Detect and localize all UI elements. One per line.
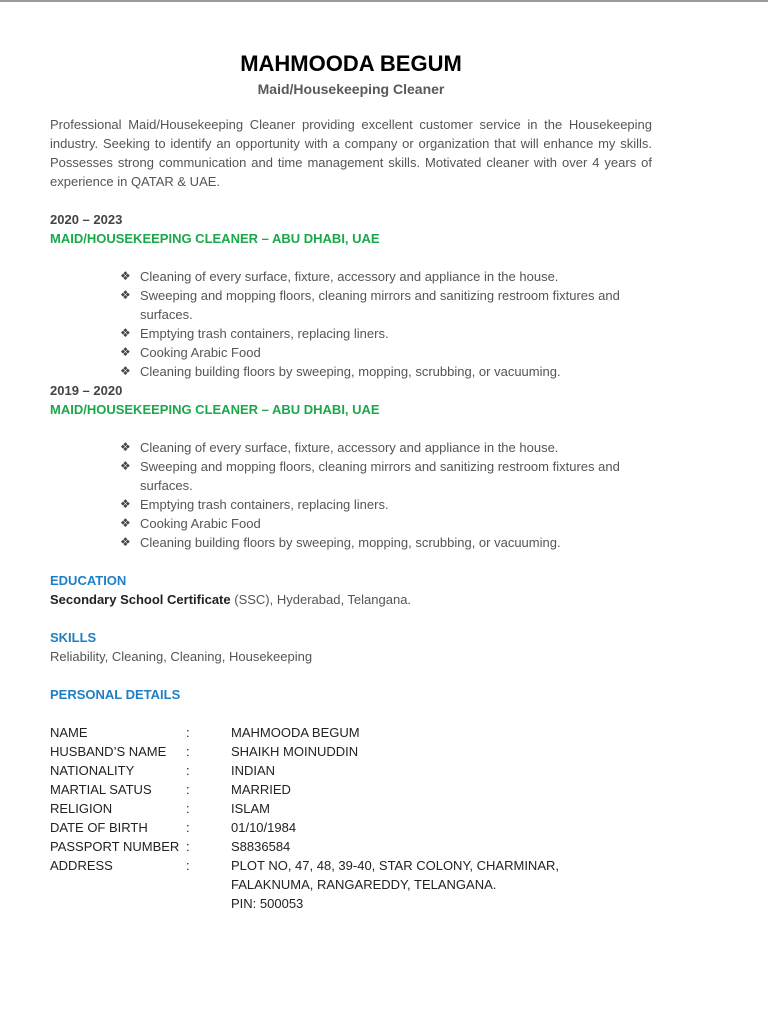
detail-separator: : xyxy=(186,782,190,797)
detail-row xyxy=(50,723,559,742)
detail-row xyxy=(50,761,559,780)
address-value xyxy=(231,856,559,913)
detail-label: NAME xyxy=(50,725,88,740)
duty-item: ❖ Emptying trash containers, replacing liners. xyxy=(120,497,389,512)
skills-section xyxy=(50,628,652,666)
detail-row xyxy=(50,837,559,856)
detail-separator: : xyxy=(186,725,190,740)
skills-text: Reliability, Cleaning, Cleaning, Housekeeping xyxy=(50,649,313,664)
diamond-bullet-icon: ❖ xyxy=(120,288,131,302)
address-line: FALAKNUMA, RANGAREDDY, TELANGANA. xyxy=(231,877,497,892)
experience-role: MAID/HOUSEKEEPING CLEANER – ABU DHABI, UAE xyxy=(50,231,380,246)
duty-item: ❖ Cooking Arabic Food xyxy=(120,516,261,531)
skills-heading: SKILLS xyxy=(50,630,97,645)
page-top-border xyxy=(0,0,768,2)
duty-item: ❖ Sweeping and mopping floors, cleaning mirrors and sanitizing restroom fixtures and surfaces. xyxy=(120,288,620,322)
detail-label: ADDRESS xyxy=(50,858,113,873)
detail-row xyxy=(50,818,559,837)
education-heading: EDUCATION xyxy=(50,573,127,588)
experience-period: 2020 – 2023 xyxy=(50,212,123,227)
experience-role: MAID/HOUSEKEEPING CLEANER – ABU DHABI, UAE xyxy=(50,402,380,417)
duty-item: ❖ Cooking Arabic Food xyxy=(120,345,261,360)
duties-list xyxy=(50,267,652,381)
diamond-bullet-icon: ❖ xyxy=(120,326,131,340)
diamond-bullet-icon: ❖ xyxy=(120,535,131,549)
diamond-bullet-icon: ❖ xyxy=(120,497,131,511)
duty-item: ❖ Cleaning building floors by sweeping, mopping, scrubbing, or vacuuming. xyxy=(120,364,561,379)
duty-item: ❖ Cleaning building floors by sweeping, mopping, scrubbing, or vacuuming. xyxy=(120,535,561,550)
diamond-bullet-icon: ❖ xyxy=(120,269,131,283)
diamond-bullet-icon: ❖ xyxy=(120,516,131,530)
diamond-bullet-icon: ❖ xyxy=(120,459,131,473)
professional-summary: Professional Maid/Housekeeping Cleaner providing excellent customer service in the Housekeeping industry. Seeking to identify an opportunity with a company or organization that will enhance my skills. Possesses strong communication and time management skills. Motivated cleaner with over 4 years of experience in QATAR & UAE. xyxy=(50,117,652,189)
detail-label: NATIONALITY xyxy=(50,763,135,778)
education-section xyxy=(50,571,652,609)
duty-item: ❖ Emptying trash containers, replacing liners. xyxy=(120,326,389,341)
detail-label: RELIGION xyxy=(50,801,113,816)
detail-label: MARTIAL SATUS xyxy=(50,782,152,797)
detail-label: PASSPORT NUMBER xyxy=(50,839,180,854)
detail-separator: : xyxy=(186,763,190,778)
detail-separator: : xyxy=(186,839,190,854)
detail-value: S8836584 xyxy=(231,839,291,854)
certificate-details: (SSC), Hyderabad, Telangana. xyxy=(230,592,412,607)
detail-label: DATE OF BIRTH xyxy=(50,820,148,835)
duty-item: ❖ Cleaning of every surface, fixture, accessory and appliance in the house. xyxy=(120,440,559,455)
experience-period: 2019 – 2020 xyxy=(50,383,123,398)
candidate-name: MAHMOODA BEGUM xyxy=(240,51,462,76)
detail-row xyxy=(50,799,559,818)
resume-page xyxy=(50,50,652,913)
detail-row xyxy=(50,856,559,913)
detail-value: MARRIED xyxy=(231,782,291,797)
detail-value: INDIAN xyxy=(231,763,276,778)
detail-row xyxy=(50,780,559,799)
personal-details-table xyxy=(50,723,559,913)
detail-value: MAHMOODA BEGUM xyxy=(231,725,360,740)
address-line: PLOT NO, 47, 48, 39-40, STAR COLONY, CHARMINAR, xyxy=(231,858,559,873)
duty-item: ❖ Cleaning of every surface, fixture, accessory and appliance in the house. xyxy=(120,269,559,284)
personal-details-heading: PERSONAL DETAILS xyxy=(50,687,181,702)
detail-label: HUSBAND’S NAME xyxy=(50,744,167,759)
detail-value: SHAIKH MOINUDDIN xyxy=(231,744,359,759)
education-line xyxy=(50,590,652,609)
detail-separator: : xyxy=(186,820,190,835)
diamond-bullet-icon: ❖ xyxy=(120,440,131,454)
detail-separator: : xyxy=(186,858,190,873)
certificate-name: Secondary School Certificate xyxy=(50,592,231,607)
diamond-bullet-icon: ❖ xyxy=(120,364,131,378)
detail-value: 01/10/1984 xyxy=(231,820,297,835)
experience-entry xyxy=(50,381,652,552)
detail-separator: : xyxy=(186,801,190,816)
detail-row xyxy=(50,742,559,761)
address-line: PIN: 500053 xyxy=(231,896,304,911)
detail-separator: : xyxy=(186,744,190,759)
candidate-title: Maid/Housekeeping Cleaner xyxy=(257,81,445,97)
diamond-bullet-icon: ❖ xyxy=(120,345,131,359)
personal-details-section xyxy=(50,685,652,913)
experience-entry xyxy=(50,210,652,381)
duties-list xyxy=(50,438,652,552)
detail-value: ISLAM xyxy=(231,801,271,816)
duty-item: ❖ Sweeping and mopping floors, cleaning mirrors and sanitizing restroom fixtures and surfaces. xyxy=(120,459,620,493)
